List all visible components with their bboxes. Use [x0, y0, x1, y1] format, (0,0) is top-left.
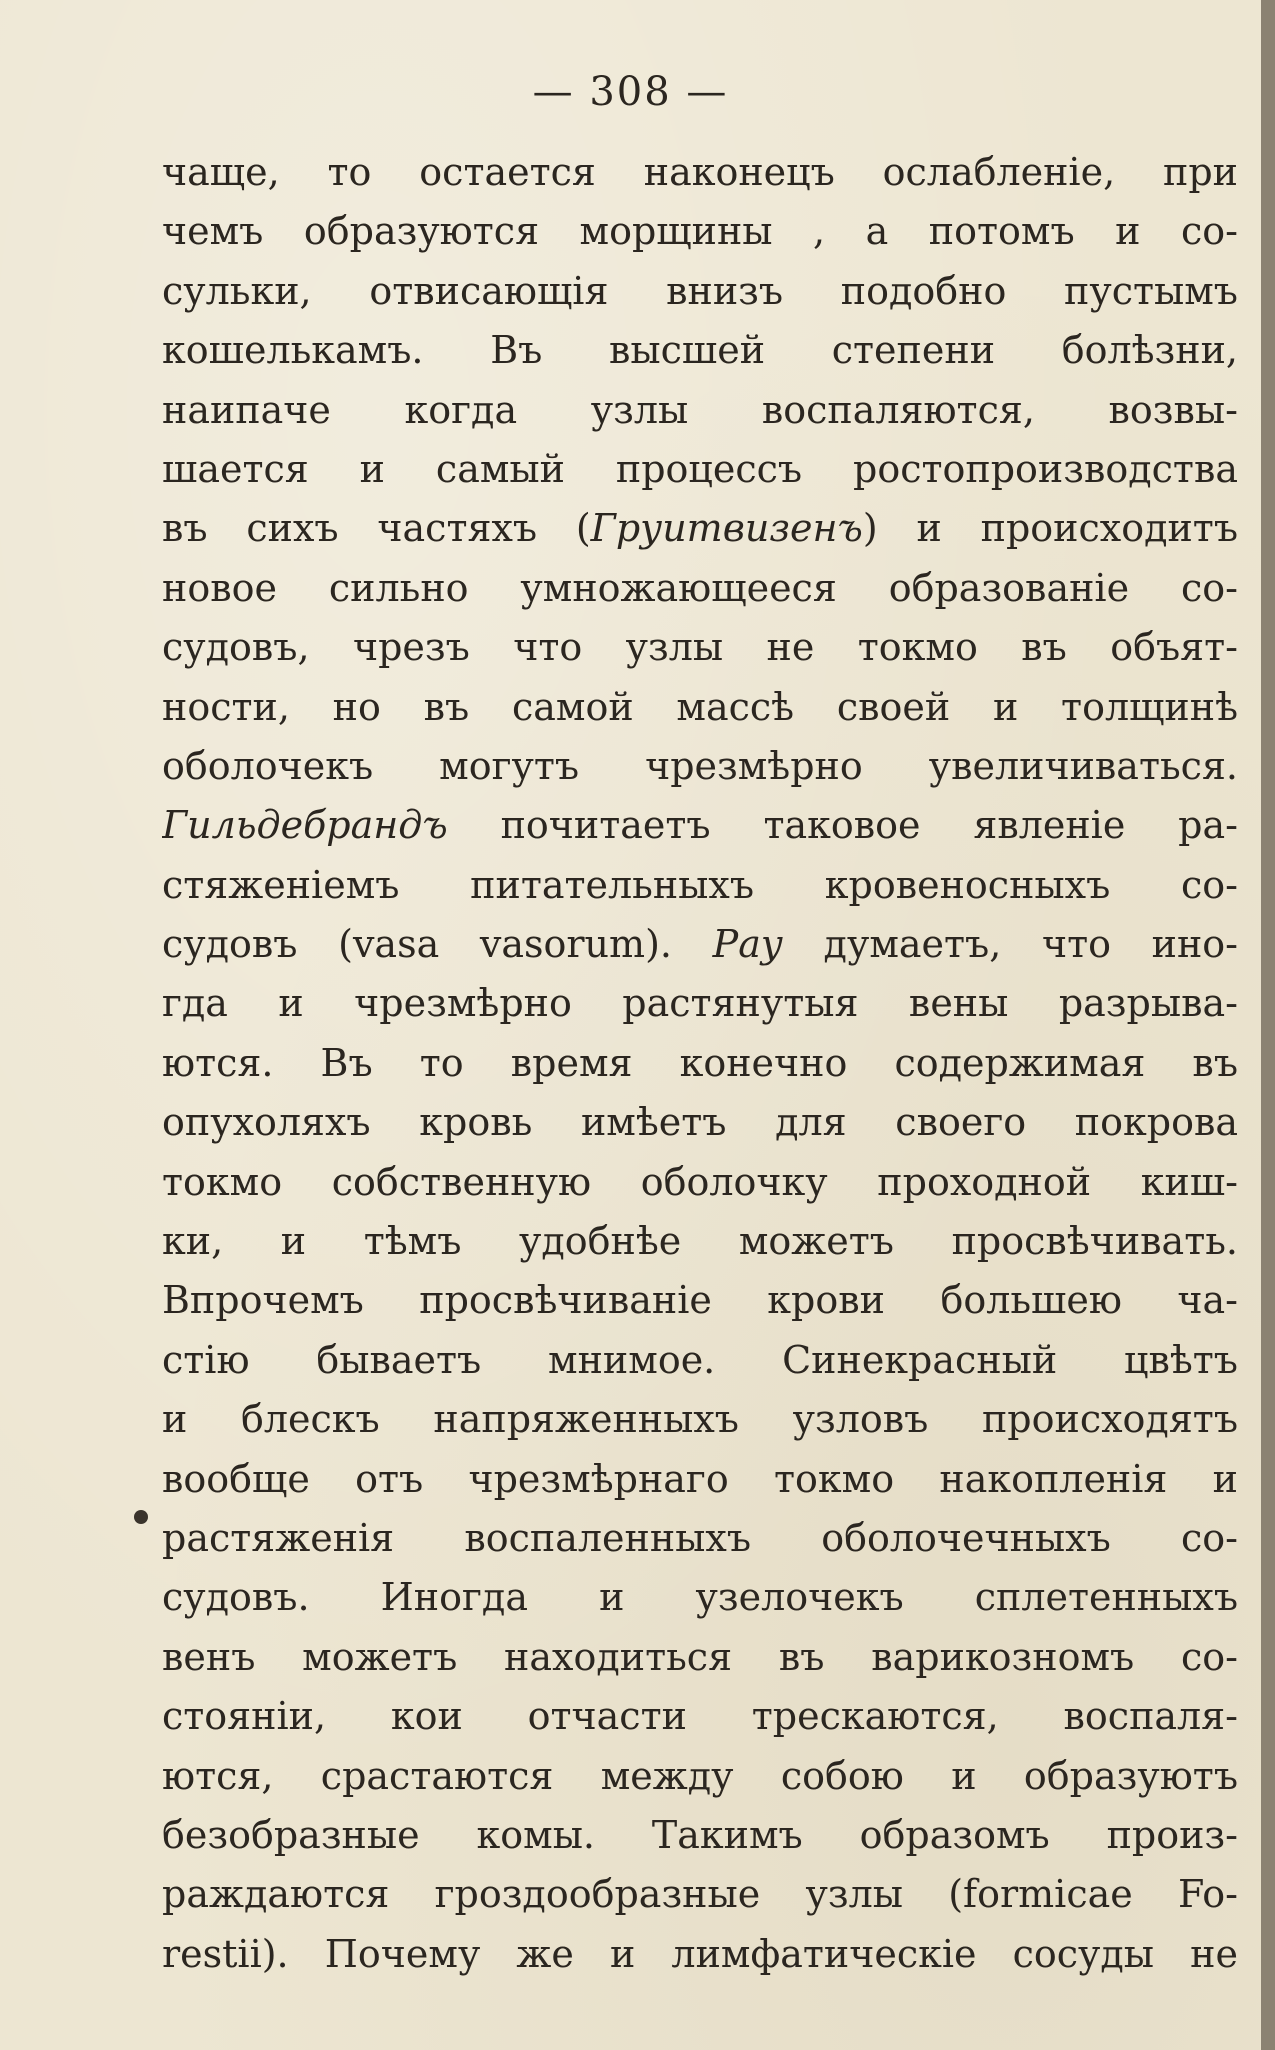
text-segment: ки, и тѣмъ удобнѣе можетъ просвѣчивать. [162, 1219, 1238, 1264]
body-text [162, 143, 1238, 1984]
text-line [162, 559, 1238, 618]
text-line [162, 974, 1238, 1033]
text-line [162, 440, 1238, 499]
text-segment: судовъ. Иногда и узелочекъ сплетенныхъ [162, 1575, 1238, 1620]
text-segment: судовъ, чрезъ что узлы не токмо въ объят- [162, 625, 1238, 670]
text-segment: судовъ (vasa vasorum). [162, 922, 713, 967]
text-line [162, 262, 1238, 321]
text-segment: ности, но въ самой массѣ своей и толщинѣ [162, 684, 1238, 729]
text-segment: шается и самый процессъ ростопроизводства [162, 446, 1238, 491]
text-segment: гда и чрезмѣрно растянутыя вены разрыва- [162, 981, 1238, 1026]
text-segment: ются, срастаются между собою и образуютъ [162, 1753, 1238, 1798]
text-line [162, 1450, 1238, 1509]
text-segment: думаетъ, что ино- [782, 922, 1238, 967]
text-line [162, 381, 1238, 440]
text-segment: кошелькамъ. Въ высшей степени болѣзни, [162, 328, 1238, 373]
text-segment: Впрочемъ просвѣчиваніе крови большею ча- [162, 1278, 1238, 1323]
text-segment: въ сихъ частяхъ ( [162, 506, 591, 551]
text-segment: токмо собственную оболочку проходной киш- [162, 1159, 1238, 1204]
text-line [162, 618, 1238, 677]
text-line [162, 321, 1238, 380]
text-segment: и блескъ напряженныхъ узловъ происходятъ [162, 1397, 1238, 1442]
text-segment: новое сильно умножающееся образованіе со- [162, 565, 1238, 610]
text-line [162, 499, 1238, 558]
text-line [162, 1865, 1238, 1924]
page-number: — 308 — [532, 69, 729, 115]
text-segment: опухоляхъ кровь имѣетъ для своего покрова [162, 1100, 1238, 1145]
text-line [162, 737, 1238, 796]
text-segment: restii). Почему же и лимфатическіе сосуды не [162, 1931, 1238, 1976]
text-segment: почитаетъ таковое явленіе ра- [447, 803, 1238, 848]
text-line [162, 1390, 1238, 1449]
text-line [162, 1806, 1238, 1865]
italic-name: Рау [712, 922, 783, 967]
text-segment: оболочекъ могутъ чрезмѣрно увеличиваться. [162, 743, 1238, 788]
text-segment: чаще, то остается наконецъ ослабленіе, при [162, 150, 1238, 194]
text-segment: ются. Въ то время конечно содержимая въ [162, 1040, 1238, 1085]
text-line [162, 1212, 1238, 1271]
text-segment: ) и происходитъ [862, 506, 1238, 551]
text-line [162, 1628, 1238, 1687]
text-line [162, 915, 1238, 974]
text-line [162, 796, 1238, 855]
text-segment: венъ можетъ находиться въ варикозномъ со- [162, 1634, 1238, 1679]
text-line [162, 1271, 1238, 1330]
text-segment: чемъ образуются морщины , а потомъ и со- [162, 209, 1238, 254]
text-line [162, 856, 1238, 915]
text-line [162, 143, 1238, 202]
text-line [162, 1509, 1238, 1568]
text-line [162, 1747, 1238, 1806]
text-segment: безобразные комы. Такимъ образомъ произ- [162, 1812, 1238, 1857]
text-segment: наипаче когда узлы воспаляются, возвы- [162, 387, 1238, 432]
text-line [162, 1153, 1238, 1212]
text-line [162, 1331, 1238, 1390]
ink-speck [134, 1510, 148, 1524]
text-segment: сульки, отвисающія внизъ подобно пустымъ [162, 268, 1238, 313]
text-segment: растяженія воспаленныхъ оболочечныхъ со- [162, 1515, 1238, 1560]
text-segment: раждаются гроздообразные узлы (formicae Fo- [162, 1872, 1238, 1917]
text-line [162, 1568, 1238, 1627]
text-line [162, 202, 1238, 261]
text-line [162, 1925, 1238, 1984]
text-segment: стяженіемъ питательныхъ кровеносныхъ со- [162, 862, 1238, 907]
italic-name: Груитвизенъ [590, 506, 863, 551]
text-line [162, 1687, 1238, 1746]
text-segment: вообще отъ чрезмѣрнаго токмо накопленія и [162, 1456, 1238, 1501]
text-segment: стію бываетъ мнимое. Синекрасный цвѣтъ [162, 1337, 1238, 1382]
text-line [162, 1034, 1238, 1093]
text-line [162, 678, 1238, 737]
italic-name: Гильдебрандъ [162, 803, 448, 848]
text-segment: стояніи, кои отчасти трескаются, воспаля- [162, 1694, 1238, 1739]
text-line [162, 1093, 1238, 1152]
